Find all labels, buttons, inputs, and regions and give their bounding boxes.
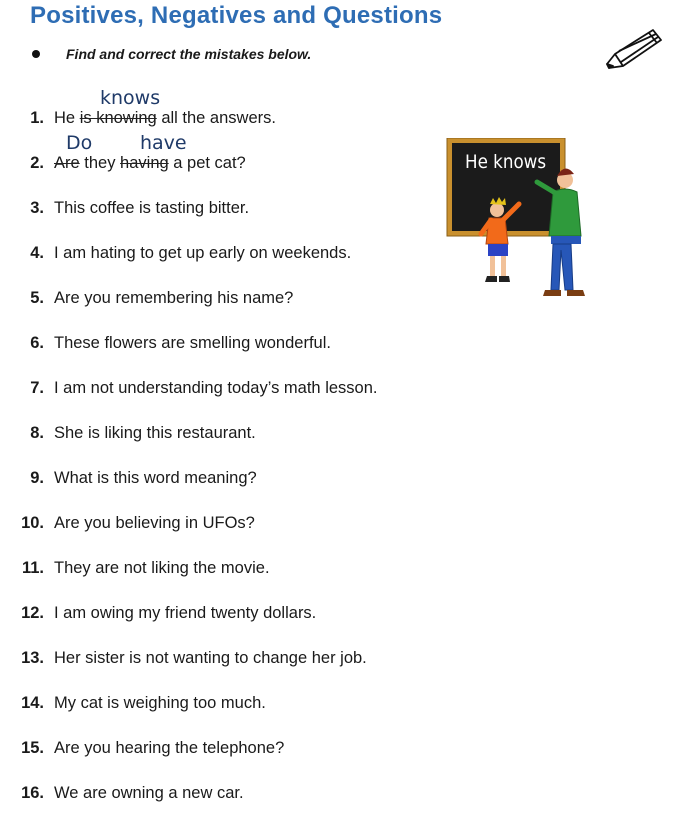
struck-phrase: is knowing — [79, 109, 157, 127]
sentence-text: What is this word meaning? — [54, 469, 257, 487]
correction-2a: Do — [66, 132, 93, 154]
sentence-number: 4. — [30, 244, 44, 262]
instruction-text: Find and correct the mistakes below. — [66, 46, 312, 62]
sentence-number: 6. — [30, 334, 44, 352]
page-title: Positives, Negatives and Questions — [30, 2, 443, 29]
sentence-13 — [0, 648, 367, 668]
sentence-text: I am not understanding today’s math lesson. — [54, 379, 378, 397]
sentence-number: 3. — [30, 199, 44, 217]
sentence-16 — [0, 783, 244, 803]
sentence-text: She is liking this restaurant. — [54, 424, 256, 442]
sentence-text: Her sister is not wanting to change her job. — [54, 649, 367, 667]
sentence-12 — [0, 603, 316, 623]
sentence-number: 7. — [30, 379, 44, 397]
sentence-number: 1. — [30, 109, 44, 127]
sentence-14 — [0, 693, 266, 713]
sentence-text: Are you hearing the telephone? — [54, 739, 285, 757]
sentence-text: I am owing my friend twenty dollars. — [54, 604, 317, 622]
sentence-number: 12. — [21, 604, 44, 622]
sentence-number: 5. — [30, 289, 44, 307]
sentence-text: They are not liking the movie. — [54, 559, 270, 577]
sentence-number: 11. — [21, 559, 44, 577]
sentence-text: We are owning a new car. — [54, 784, 244, 802]
bullet-icon — [32, 50, 40, 58]
sentence-part: all the answers. — [156, 109, 276, 127]
sentence-text: My cat is weighing too much. — [54, 694, 266, 712]
struck-phrase: having — [120, 154, 169, 172]
sentence-part: He — [54, 109, 80, 127]
sentence-number: 2. — [30, 154, 44, 172]
sentence-number: 9. — [30, 469, 44, 487]
sentence-11 — [0, 558, 270, 578]
sentence-2 — [0, 153, 246, 173]
correction-1: knows — [100, 87, 161, 109]
sentence-number: 15. — [21, 739, 44, 757]
sentence-4 — [0, 243, 351, 263]
sentence-number: 10. — [21, 514, 44, 532]
sentence-number: 16. — [21, 784, 44, 802]
sentence-text: These flowers are smelling wonderful. — [54, 334, 331, 352]
sentence-number: 13. — [21, 649, 44, 667]
sentence-3 — [0, 198, 249, 218]
correction-2b: have — [140, 132, 187, 154]
sentence-7 — [0, 378, 377, 398]
sentence-number: 8. — [30, 424, 44, 442]
sentence-part: they — [79, 154, 121, 172]
chalkboard-text: He knows — [465, 151, 547, 173]
sentence-text: I am hating to get up early on weekends. — [54, 244, 352, 262]
sentence-1 — [0, 108, 276, 128]
sentence-text: Are you believing in UFOs? — [54, 514, 255, 532]
sentence-number: 14. — [21, 694, 44, 712]
sentence-8 — [0, 423, 256, 443]
pencil-icon — [605, 26, 663, 70]
instruction-row — [32, 46, 311, 62]
sentence-9 — [0, 468, 257, 488]
sentence-text: This coffee is tasting bitter. — [54, 199, 250, 217]
sentence-10 — [0, 513, 255, 533]
struck-phrase: Are — [54, 154, 80, 172]
sentence-15 — [0, 738, 284, 758]
sentence-5 — [0, 288, 293, 308]
sentence-text: Are you remembering his name? — [54, 289, 294, 307]
sentence-part: a pet cat? — [168, 154, 246, 172]
sentence-6 — [0, 333, 331, 353]
